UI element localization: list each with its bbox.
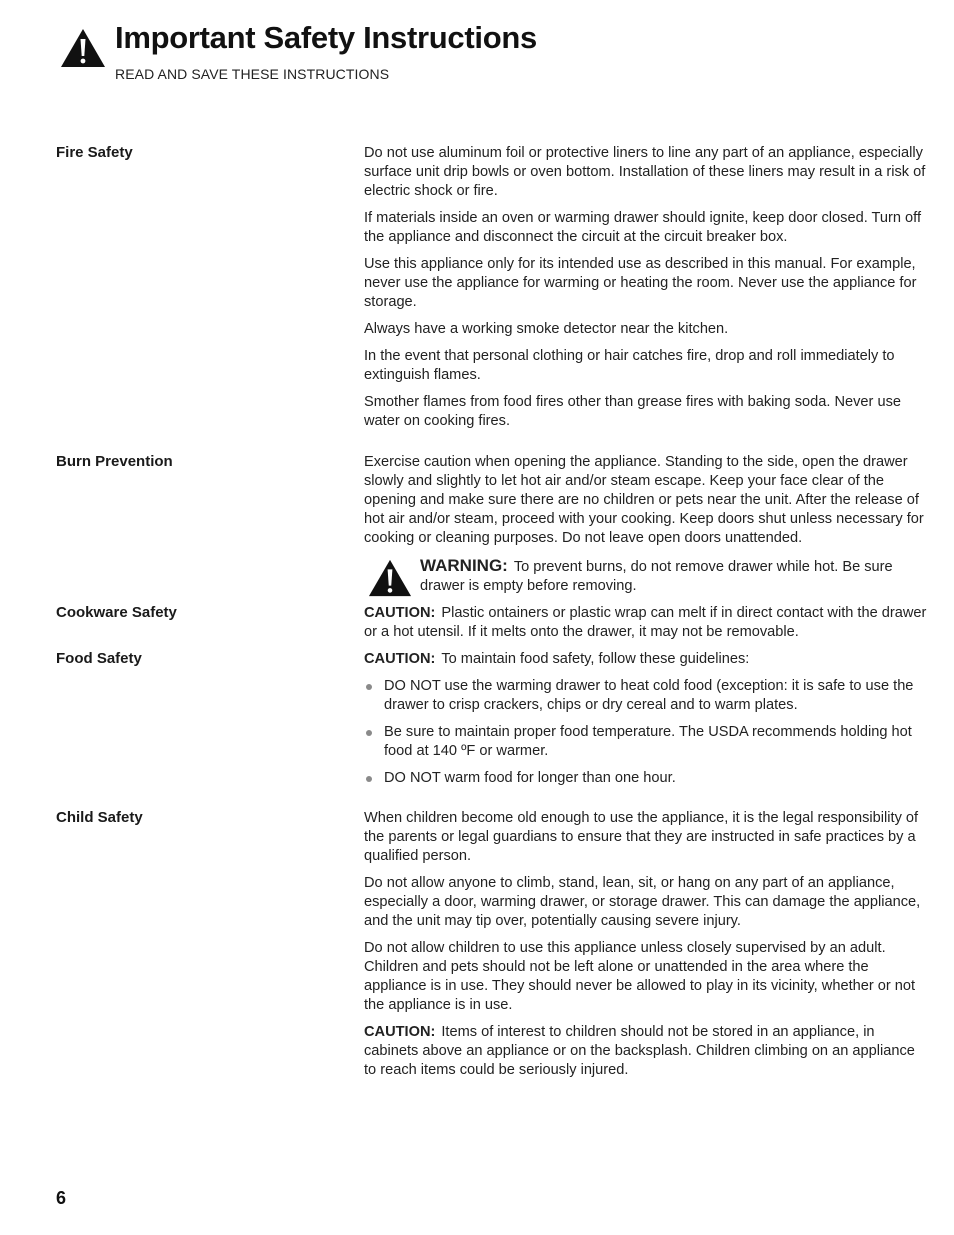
paragraph: Smother flames from food fires other than grease fires with baking soda. Never use water on cooking fires. [364,394,901,429]
section-body-food-safety [364,650,929,796]
list-item-text: DO NOT warm food for longer than one hour. [384,770,676,786]
section-label-fire-safety: Fire Safety [56,144,133,161]
page-title: Important Safety Instructions [115,20,537,55]
list-item-text: Be sure to maintain proper food temperature. The USDA recommends holding hot food at 140 ºF or warmer. [384,724,912,759]
list-item-text: DO NOT use the warming drawer to heat cold food (exception: it is safe to use the drawer to crisp crackers, chips or dry cereal and to warm plates. [384,678,914,713]
section-body-fire-safety [364,144,929,439]
page-number: 6 [56,1188,67,1208]
caution-text: To maintain food safety, follow these guidelines: [441,651,750,667]
food-safety-guidelines [364,677,929,788]
paragraph: Do not allow children to use this appliance unless closely supervised by an adult. Children and pets should not be left alone or unattended in the area where the appliance is in use. They should never be allowed to play in its vicinity, whether or not the appliance is in use. [364,940,916,1013]
paragraph: In the event that personal clothing or hair catches fire, drop and roll immediately to extinguish flames. [364,348,895,383]
caution-text: Items of interest to children should not be stored in an appliance, in cabinets above an appliance or on the backsplash. Children climbing on an appliance to reach items could be seriously injured. [364,1024,915,1078]
paragraph [364,604,929,642]
paragraph: Exercise caution when opening the appliance. Standing to the side, open the drawer slowly and slightly to let hot air and/or steam escape. Keep your face clear of the opening and make sure there are no children or pets near the unit. After the release of hot air and/or steam, proceed with your cooking. Keep doors shut unless necessary for cooking or cleaning purposes. Do not leave open doors unattended. [364,454,924,546]
caution-lead: CAUTION: [364,651,436,667]
page-subtitle: READ AND SAVE THESE INSTRUCTIONS [115,66,390,82]
bullet-icon [366,730,372,736]
warning-triangle-icon [368,558,412,598]
paragraph [364,1023,929,1080]
caution-lead: CAUTION: [364,1024,436,1040]
list-item [364,769,929,788]
bullet-icon [366,684,372,690]
caution-lead: CAUTION: [364,605,436,621]
section-label-child-safety: Child Safety [56,809,143,826]
paragraph: Always have a working smoke detector near the kitchen. [364,321,729,337]
paragraph [364,650,929,669]
section-label-food-safety: Food Safety [56,650,142,667]
list-item [364,677,929,715]
bullet-icon [366,776,372,782]
paragraph: When children become old enough to use the appliance, it is the legal responsibility of the parents or legal guardians to ensure that they are instructed in safe practices by a qualified person. [364,810,919,864]
paragraph: Do not use aluminum foil or protective liners to line any part of an appliance, especially surface unit drip bowls or oven bottom. Installation of these liners may result in a risk of electric shock or fire. [364,145,926,199]
warning-body: To prevent burns, do not remove drawer while hot. Be sure drawer is empty before removing. [420,559,893,594]
caution-text: Plastic ontainers or plastic wrap can melt if in direct contact with the drawer or a hot utensil. If it melts onto the drawer, it may not be removable. [364,605,927,640]
section-label-burn-prevention: Burn Prevention [56,453,173,470]
paragraph: Use this appliance only for its intended use as described in this manual. For example, never use the appliance for warming or heating the room. Never use the appliance for storage. [364,256,917,310]
section-body-cookware-safety [364,604,929,650]
paragraph: If materials inside an oven or warming drawer should ignite, keep door closed. Turn off the appliance and disconnect the circuit at the circuit breaker box. [364,210,922,245]
warning-lead: WARNING: [420,556,508,575]
warning-text [420,556,929,596]
list-item [364,723,929,761]
burn-warning-callout [364,556,929,596]
section-body-child-safety [364,809,929,1088]
warning-triangle-icon [60,28,106,68]
section-body-burn-prevention [364,453,929,556]
paragraph: Do not allow anyone to climb, stand, lean, sit, or hang on any part of an appliance, especially a door, warming drawer, or storage drawer. This can damage the appliance, and the unit may tip over, potentially causing severe injury. [364,875,921,929]
section-label-cookware-safety: Cookware Safety [56,604,177,621]
